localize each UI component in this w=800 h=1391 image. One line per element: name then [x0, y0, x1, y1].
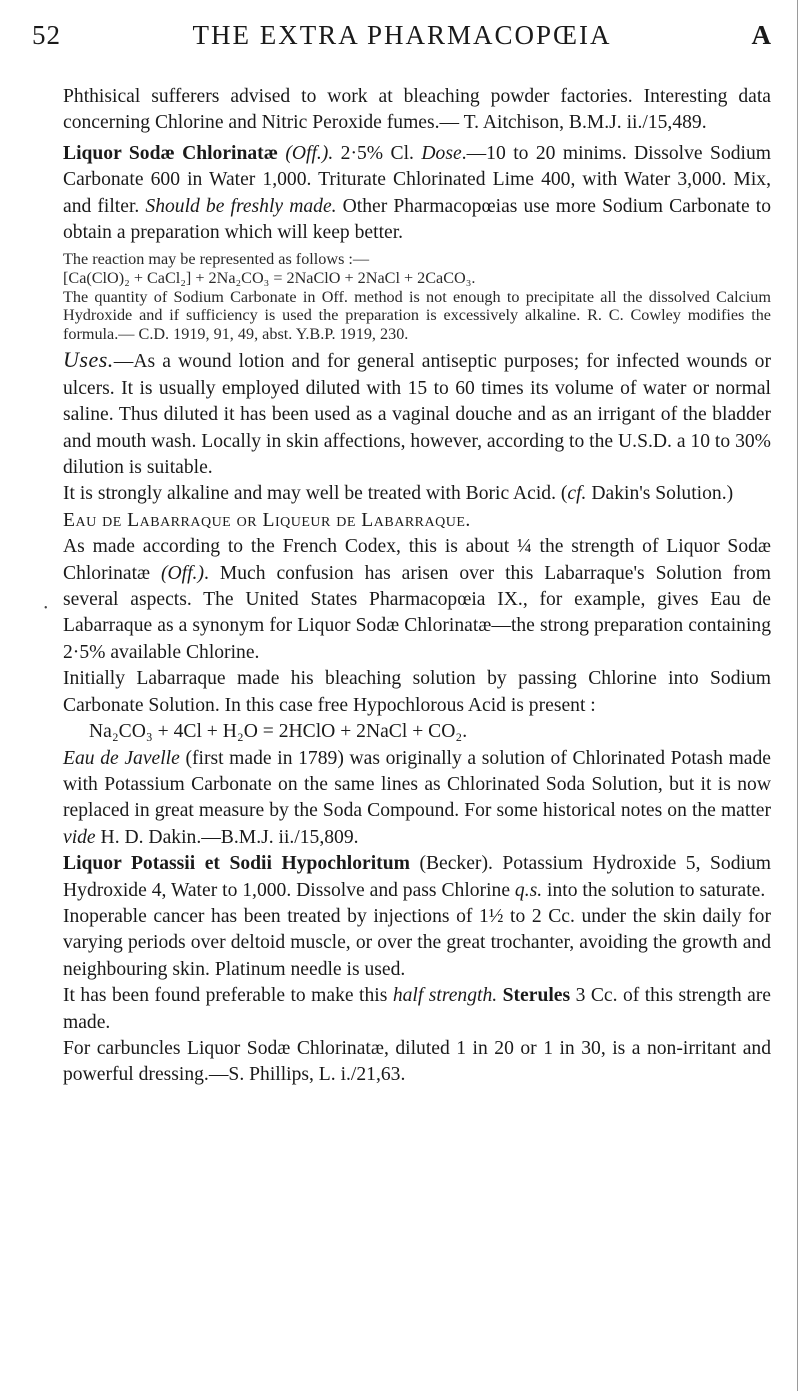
paragraph-text: (Becker). Potassium Hydroxide 5, Sodium Hydroxide 4, Water to 1,000. Dissolve and pass Chlorine: [63, 853, 771, 901]
section-heading: Eau de Labarraque or Liqueur de Labarraque.: [63, 509, 471, 531]
sterules-term: Sterules: [497, 985, 571, 1007]
paragraph-phthisical: [63, 84, 771, 137]
paragraph-text: Inoperable cancer has been treated by injections of 1½ to 2 Cc. under the skin daily for varying periods over deltoid muscle, or over the great trochanter, avoiding the growth and neighbouring skin. Platinum needle is used.: [63, 905, 771, 980]
page-edge-line: [797, 0, 798, 1391]
reaction-formula: [Ca(ClO)₂ + CaCl₂] + 2Na₂CO₃ = 2NaClO + 2NaCl + 2CaCO₃.: [63, 269, 476, 288]
paragraph-javelle: [63, 746, 771, 852]
paragraph-text: .—10 to 20 minims. Dissolve Sodium Carbonate 600 in Water 1,000. Triturate Chlorinated Lime 400, with Water 3,000. Mix, and filter.: [63, 142, 772, 217]
paragraph-text: Other Pharmacopœias use more Sodium Carbonate to obtain a preparation which will keep better.: [63, 195, 772, 244]
paragraph-text: It has been found preferable to make this: [63, 985, 393, 1007]
paragraph-text: . Much confusion has arisen over this Labarraque's Solution from several aspects. The United States Pharmacopœia IX., for example, gives Eau de Labarraque as a synonym for Liquor Sodæ Chlorinatæ—the strong preparation containing 2·5% available Chlorine.: [63, 562, 771, 663]
paragraph-liquor-sodae: [63, 141, 771, 247]
note-line: The reaction may be represented as follows :—: [63, 250, 370, 269]
paragraph-text: Initially Labarraque made his bleaching solution by passing Chlorine into Sodium Carbonate Solution. In this case free Hypochlorous Acid is present :: [63, 668, 771, 716]
cf-abbrev: cf.: [567, 483, 587, 505]
running-title: THE EXTRA PHARMACOPŒIA: [192, 20, 612, 50]
paragraph-text: 3 Cc. of this strength are made.: [63, 985, 771, 1033]
official-mark: (Off.): [161, 562, 204, 584]
paragraph-alkaline: [63, 481, 771, 507]
vide-term: vide: [63, 826, 96, 848]
paragraph-text: into the solution to saturate.: [542, 879, 766, 901]
page-number: 52: [32, 20, 61, 50]
paragraph-becker: [63, 851, 771, 904]
paragraph-text: For carbuncles Liquor Sodæ Chlorinatæ, diluted 1 in 20 or 1 in 30, is a non-irritant and powerful dressing.—S. Phillips, L. i./21,63.: [63, 1037, 771, 1086]
equation-text: Na₂CO₃ + 4Cl + H₂O = 2HClO + 2NaCl + CO₂.: [89, 721, 468, 743]
note-reaction: [63, 250, 771, 343]
paragraph-text: As made according to the French Codex, this is about ¼ the strength of Liquor Sodæ Chlorinatæ: [63, 536, 771, 584]
paragraph-text: Dakin's Solution.): [586, 483, 734, 505]
emphasis-text: half strength.: [392, 985, 498, 1007]
uses-heading: Uses.: [63, 347, 114, 373]
entry-heading: Liquor Sodæ Chlorinatæ: [63, 142, 278, 164]
paragraph-text: It is strongly alkaline and may well be treated with Boric Acid. (: [63, 483, 568, 505]
qs-term: q.s.: [514, 879, 543, 901]
paragraph-text: H. D. Dakin.—B.M.J. ii./15,809.: [95, 826, 359, 848]
entry-heading: Liquor Potassii et Sodii Hypochloritum: [63, 853, 410, 875]
paragraph-carbuncles: [63, 1036, 771, 1089]
paragraph-text: Phthisical sufferers advised to work at bleaching powder factories. Interesting data concerning Chlorine and Nitric Peroxide fumes.— T. Aitchison, B.M.J. ii./15,489.: [63, 86, 771, 134]
chemical-equation: [63, 719, 771, 745]
paragraph-cancer: [63, 904, 771, 983]
note-text: The quantity of Sodium Carbonate in Off. method is not enough to precipitate all the dissolved Calcium Hydroxide and if sufficiency is used the preparation is excessively alkaline. R. C. Cowley modifies the formula.— C.D. 1919, 91, 49, abst. Y.B.P. 1919, 230.: [63, 287, 771, 343]
paragraph-initially: [63, 666, 771, 719]
subheading-labarraque: [63, 508, 771, 534]
page-body: [63, 84, 771, 1089]
paragraph-text: 2·5% Cl.: [333, 142, 422, 164]
dose-label: Dose: [421, 142, 462, 164]
term-javelle: Eau de Javelle: [63, 747, 180, 769]
official-mark: (Off.).: [285, 142, 334, 164]
page-header: [32, 20, 772, 60]
paragraph-text: —As a wound lotion and for general antiseptic purposes; for infected wounds or ulcers. It is usually employed diluted with 15 to 60 times its volume of water or normal saline. Thus diluted it has been used as a vaginal douche and as an irrigant of the bladder and mouth wash. Locally in skin affections, however, according to the U.S.D. a 10 to 30% dilution is suitable.: [63, 351, 771, 479]
paragraph-half-strength: [63, 983, 771, 1036]
emphasis-text: Should be freshly made.: [145, 195, 337, 217]
margin-bullet: •: [44, 603, 48, 614]
paragraph-french-codex: [63, 534, 771, 666]
section-letter: A: [751, 20, 772, 50]
paragraph-uses: [63, 347, 771, 481]
paragraph-text: (first made in 1789) was originally a solution of Chlorinated Potash made with Potassium Carbonate on the same lines as Chlorinated Soda Solution, but it is now replaced in great measure by the Soda Compound. For some historical notes on the matter: [63, 747, 771, 822]
